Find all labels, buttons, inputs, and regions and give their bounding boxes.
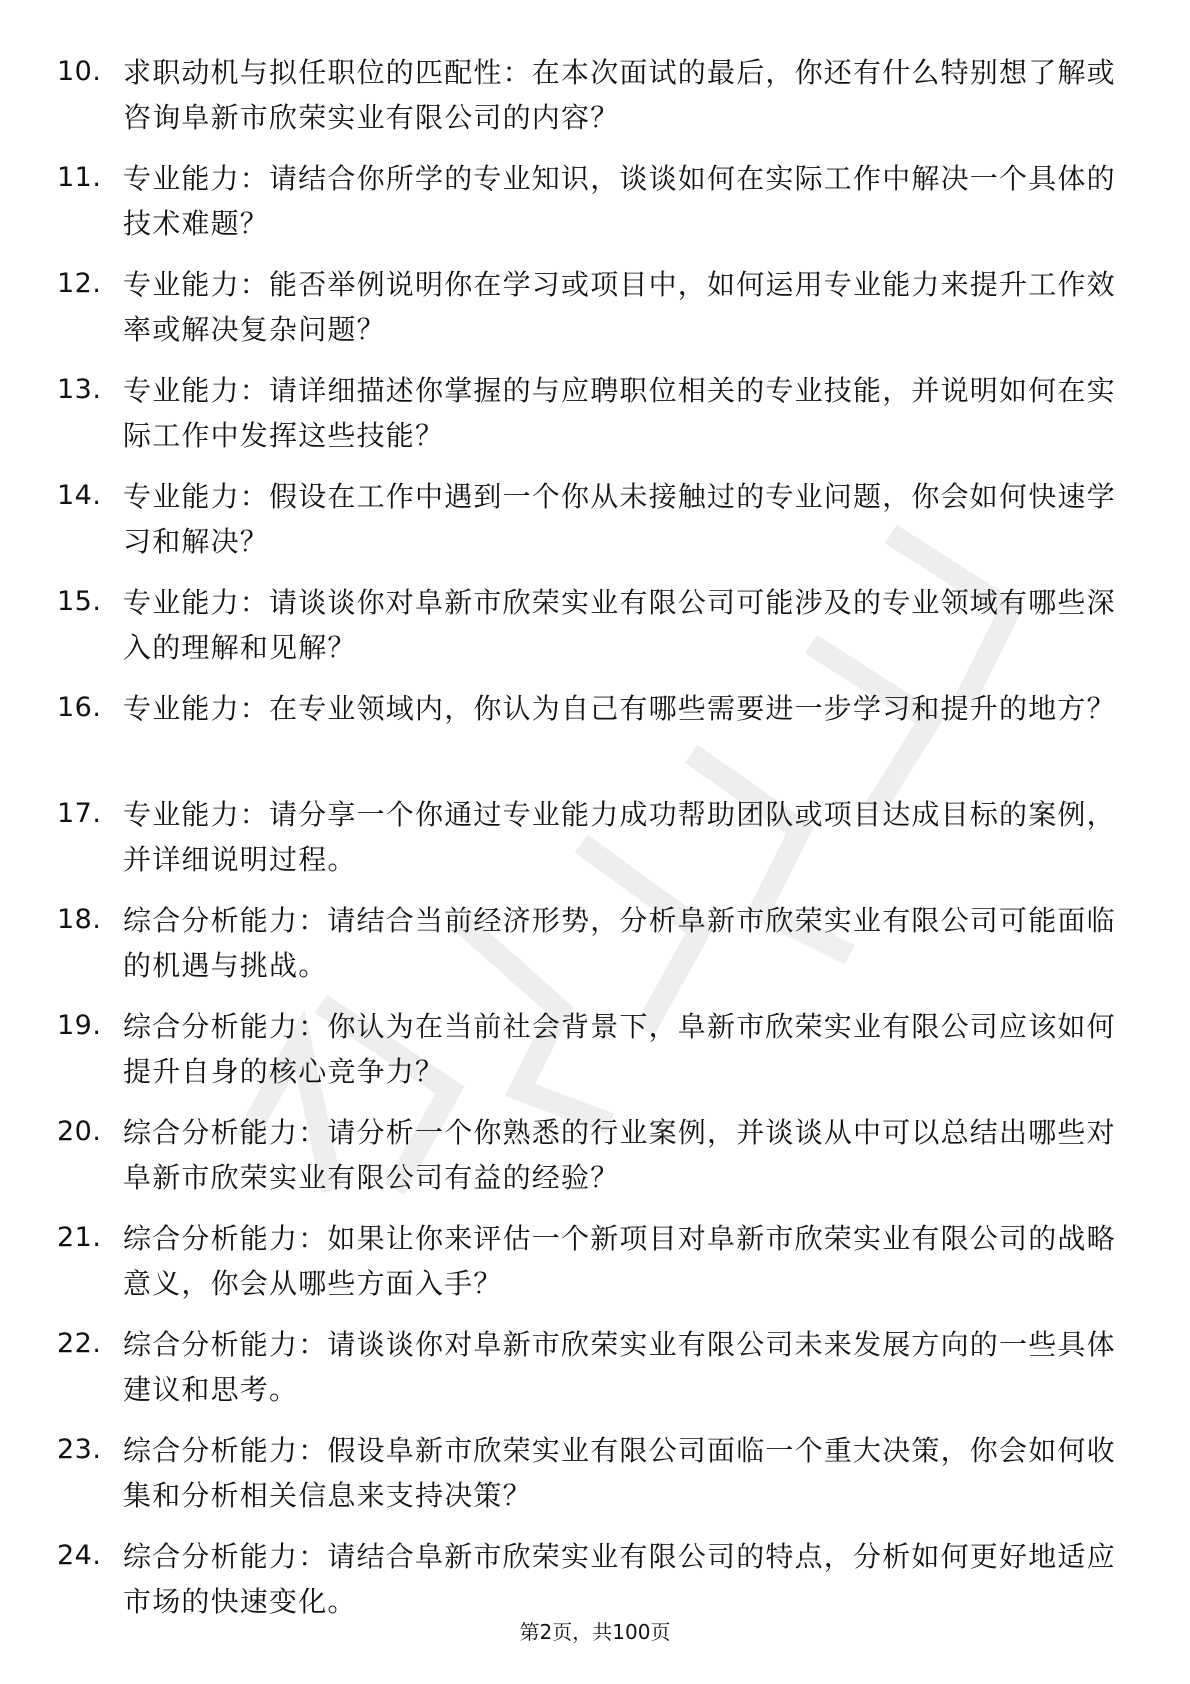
question-item-22 xyxy=(57,1322,1117,1428)
question-item-23 xyxy=(57,1428,1117,1534)
question-number: 16. xyxy=(57,692,102,723)
question-item-19 xyxy=(57,1004,1117,1110)
question-text: 综合分析能力：如果让你来评估一个新项目对阜新市欣荣实业有限公司的战略意义，你会从哪些方面入手？ xyxy=(123,1222,1116,1300)
question-item-14 xyxy=(57,474,1117,580)
question-text: 综合分析能力：你认为在当前社会背景下，阜新市欣荣实业有限公司应该如何提升自身的核心竞争力？ xyxy=(123,1010,1116,1088)
question-number: 17. xyxy=(57,798,102,829)
question-number: 15. xyxy=(57,586,102,617)
question-number: 19. xyxy=(57,1010,102,1041)
page-indicator: 第2页，共100页 xyxy=(519,1620,671,1644)
question-text: 专业能力：请谈谈你对阜新市欣荣实业有限公司可能涉及的专业领域有哪些深入的理解和见解？ xyxy=(123,586,1116,664)
question-text: 综合分析能力：假设阜新市欣荣实业有限公司面临一个重大决策，你会如何收集和分析相关信息来支持决策？ xyxy=(123,1434,1116,1512)
question-text: 综合分析能力：请结合当前经济形势，分析阜新市欣荣实业有限公司可能面临的机遇与挑战。 xyxy=(123,904,1116,982)
question-text: 专业能力：在专业领域内，你认为自己有哪些需要进一步学习和提升的地方？ xyxy=(123,692,1116,725)
question-text: 综合分析能力：请谈谈你对阜新市欣荣实业有限公司未来发展方向的一些具体建议和思考。 xyxy=(123,1328,1116,1406)
question-text: 求职动机与拟任职位的匹配性：在本次面试的最后，你还有什么特别想了解或咨询阜新市欣荣实业有限公司的内容？ xyxy=(123,56,1116,134)
question-text: 专业能力：请分享一个你通过专业能力成功帮助团队或项目达成目标的案例，并详细说明过程。 xyxy=(123,798,1116,876)
question-item-16 xyxy=(57,686,1117,792)
page-footer xyxy=(0,1618,1190,1646)
question-number: 10. xyxy=(57,56,102,87)
question-text: 专业能力：假设在工作中遇到一个你从未接触过的专业问题，你会如何快速学习和解决？ xyxy=(123,480,1116,558)
question-number: 14. xyxy=(57,480,102,511)
question-number: 11. xyxy=(57,162,102,193)
question-item-10 xyxy=(57,50,1117,156)
question-number: 12. xyxy=(57,268,102,299)
question-number: 22. xyxy=(57,1328,102,1359)
question-text: 专业能力：请结合你所学的专业知识，谈谈如何在实际工作中解决一个具体的技术难题？ xyxy=(123,162,1116,240)
question-number: 20. xyxy=(57,1116,102,1147)
question-text: 专业能力：请详细描述你掌握的与应聘职位相关的专业技能，并说明如何在实际工作中发挥这些技能？ xyxy=(123,374,1116,452)
question-item-17 xyxy=(57,792,1117,898)
question-item-18 xyxy=(57,898,1117,1004)
question-item-20 xyxy=(57,1110,1117,1216)
question-list xyxy=(57,50,1117,1640)
question-item-11 xyxy=(57,156,1117,262)
question-number: 24. xyxy=(57,1540,102,1571)
question-number: 13. xyxy=(57,374,102,405)
question-number: 23. xyxy=(57,1434,102,1465)
question-text: 专业能力：能否举例说明你在学习或项目中，如何运用专业能力来提升工作效率或解决复杂问题？ xyxy=(123,268,1116,346)
question-item-12 xyxy=(57,262,1117,368)
question-text: 综合分析能力：请结合阜新市欣荣实业有限公司的特点，分析如何更好地适应市场的快速变化。 xyxy=(123,1540,1116,1618)
question-text: 综合分析能力：请分析一个你熟悉的行业案例，并谈谈从中可以总结出哪些对阜新市欣荣实业有限公司有益的经验？ xyxy=(123,1116,1116,1194)
question-item-13 xyxy=(57,368,1117,474)
question-item-21 xyxy=(57,1216,1117,1322)
question-number: 21. xyxy=(57,1222,102,1253)
question-number: 18. xyxy=(57,904,102,935)
question-item-15 xyxy=(57,580,1117,686)
